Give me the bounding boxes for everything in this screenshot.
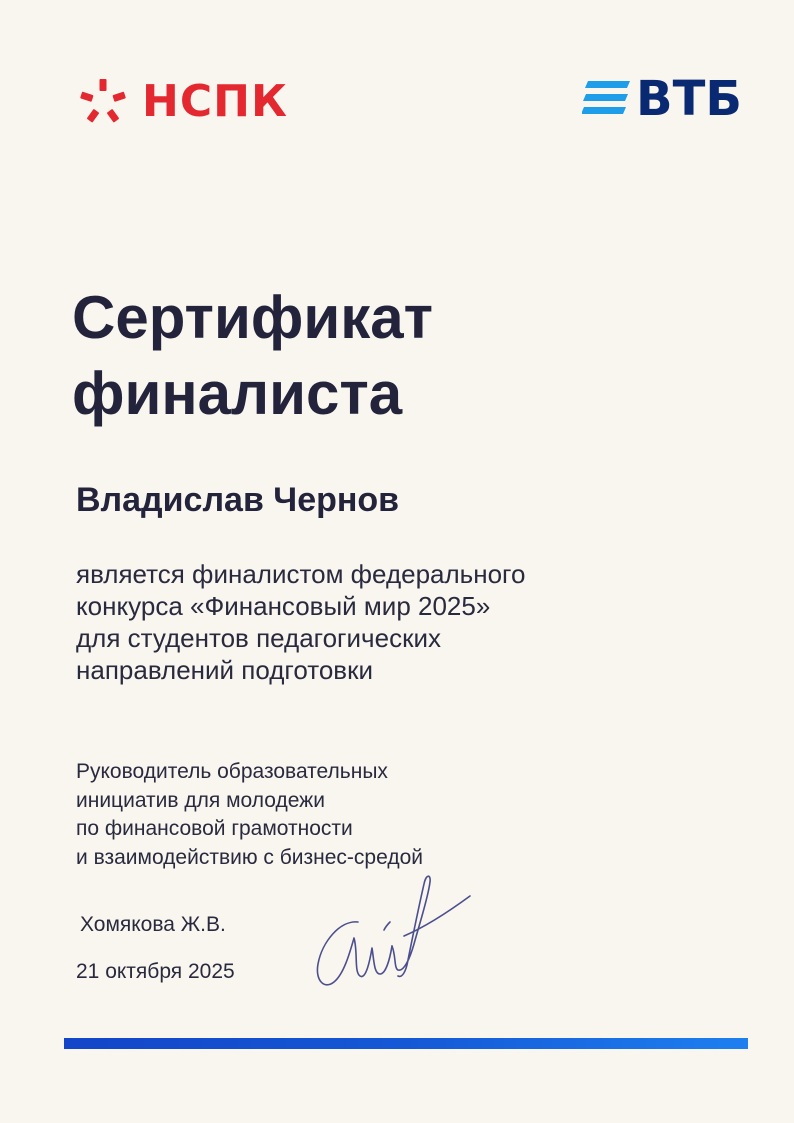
signer-position: [76, 758, 596, 872]
description-line: является финалистом федерального: [76, 559, 526, 589]
description-line: направлений подготовки: [76, 655, 374, 685]
description-line: конкурса «Финансовый мир 2025»: [76, 591, 491, 621]
description-line: для студентов педагогических: [76, 623, 441, 653]
certificate-title: [72, 280, 712, 432]
certificate-description: [76, 558, 696, 686]
signer-name: Хомякова Ж.В.: [80, 913, 226, 936]
vtb-logo: [582, 70, 742, 128]
certificate-title-line-2: финалиста: [72, 360, 403, 427]
signer-position-line: Руководитель образовательных: [76, 760, 388, 783]
nspk-logo-text: НСПК: [142, 76, 288, 127]
vtb-logo-text: ВТБ: [636, 71, 742, 127]
nspk-logo: [78, 74, 288, 130]
handwritten-signature: [300, 860, 490, 1000]
signer-position-line: и взаимодействию с бизнес-средой: [76, 845, 423, 869]
recipient-name: Владислав Чернов: [76, 481, 400, 519]
footer-accent-bar: [64, 1038, 748, 1049]
nspk-star-icon: [78, 77, 128, 127]
signer-position-line: по финансовой грамотности: [76, 817, 353, 840]
certificate-title-line-1: Сертификат: [72, 284, 433, 351]
certificate-date: 21 октября 2025: [76, 960, 235, 983]
vtb-stripes-icon: [582, 81, 632, 117]
signer-position-line: инициатив для молодежи: [76, 788, 325, 812]
